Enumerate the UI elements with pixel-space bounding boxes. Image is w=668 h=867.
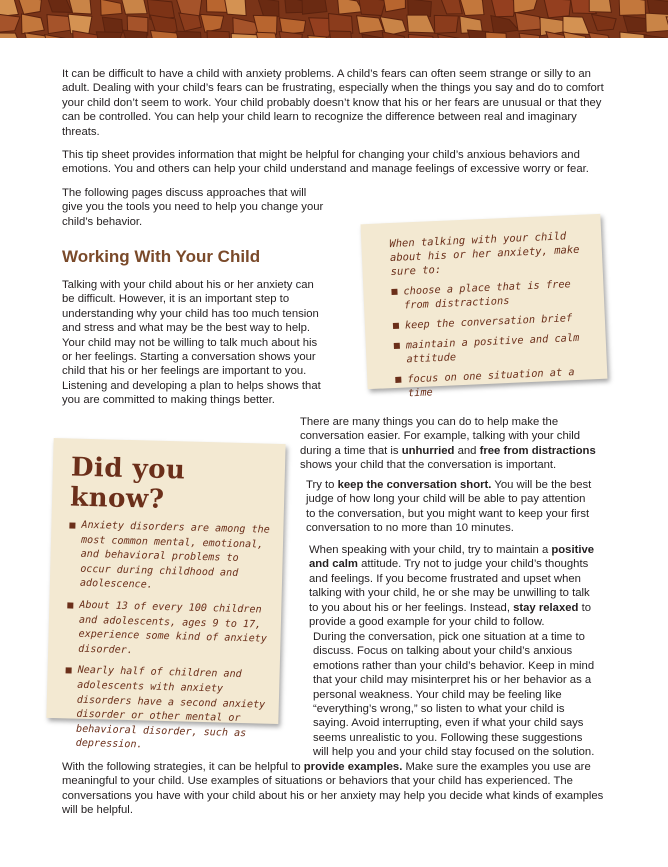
did-you-know-title: Did you know? xyxy=(69,452,186,515)
banner-tile xyxy=(253,15,277,34)
banner-tile xyxy=(619,0,645,15)
banner-tile xyxy=(434,15,458,33)
banner-tile xyxy=(485,32,506,38)
list-item: choose a place that is free from distractions xyxy=(391,276,592,313)
banner-tile xyxy=(359,0,386,16)
bullet-icon xyxy=(67,602,73,608)
list-item: Anxiety disorders are among the most common mental, emotional, and behavioral problems to occur during childhood and adolescence. xyxy=(68,518,274,596)
talking-tips-note xyxy=(361,214,608,400)
did-you-know-list xyxy=(64,518,274,756)
section-paragraph: Talking with your child about his or her anxiety can be difficult. However, it is an important step to understanding why your child has too much tension and stress and what may be the best way to help. Your child may not be willing to talk much about his or her feelings. Starting a conversation shows your child that his or her feelings are important to you. Listening and developing a plan to helps shows that you are committed to making things better. xyxy=(62,279,321,407)
intro-paragraph-3: The following pages discuss approaches that will give you the tools you need to help you change your child’s behavior. xyxy=(62,187,324,228)
right-paragraph-3: When speaking with your child, try to maintain a positive and calm attitude. Try not to judge your child’s thoughts and feelings. If you become frustrated and upset when talking with your child, he or she may be unwilling to talk to you about his or her feelings. Instead, stay relaxed to provide a good example for your child to follow. xyxy=(309,544,595,629)
bullet-icon xyxy=(393,323,399,329)
bullet-icon xyxy=(69,522,75,528)
bullet-icon xyxy=(66,668,72,674)
list-item: maintain a positive and calm attitude xyxy=(394,330,595,367)
banner-tile xyxy=(302,0,327,14)
closing-paragraph: With the following strategies, it can be helpful to provide examples. Make sure the examples you use are meaningful to your child. Use examples of situations or behaviors that your child has experienced. The conversations you have with your child about his or her anxiety may help you decide what kinds of examples will be helpful. xyxy=(62,761,604,817)
banner-tile xyxy=(357,16,384,34)
banner-tile xyxy=(589,0,611,12)
list-item: keep the conversation brief xyxy=(393,310,593,333)
banner-tile xyxy=(96,32,122,38)
banner-tile xyxy=(207,31,230,38)
banner-tile xyxy=(121,0,147,14)
right-paragraph-4: During the conversation, pick one situation at a time to discuss. Focus on talking about your child’s anxious emotions rather than your child’s behavior. Keep in mind that your child may misinterpret his or her behavior as a personal weakness. Your child may be feeling like “everything’s wrong,” so listen to what your child is saying. Avoid interrupting, even if what your child says seems unrealistic to you. Following these suggestions will help you and your child stay focused on the solution. xyxy=(313,631,595,759)
banner-tile xyxy=(176,31,202,38)
intro-paragraph-2: This tip sheet provides information that might be helpful for changing your child’s anxious behaviors and emotions. You and others can help your child understand and manage feelings of excessive worry or fear. xyxy=(62,149,589,176)
banner-tile xyxy=(68,14,92,34)
list-item: About 13 of every 100 children and adolescents, ages 9 to 17, experience some kind of anxiety disorder. xyxy=(66,598,271,662)
banner-tile xyxy=(224,0,246,16)
section-heading: Working With Your Child xyxy=(62,247,261,266)
intro-paragraph-1: It can be difficult to have a child with anxiety problems. A child’s fears can often seem strange or silly to an adult. Dealing with your child’s fears can be frustrating, especially when the things you say and do to comfort your child don’t seem to work. Your child probably doesn’t know that his or her fears are unusual or that they can be controlled. You can help your child learn to recognize the difference between real and imaginary threats. xyxy=(62,68,604,138)
did-you-know-note xyxy=(46,438,285,751)
list-item: Nearly half of children and adolescents with anxiety disorders have a second anxiety disorder or other mental or behavioral disorder, such as depression. xyxy=(64,664,270,757)
talking-tips-intro: When talking with your child about his or her anxiety, make sure to: xyxy=(389,230,580,279)
list-item: focus on one situation at a time xyxy=(395,364,596,401)
right-paragraph-1: There are many things you can do to help make the conversation easier. For example, talking with your child during a time that is unhurried and free from distractions shows your child that the conversation is important. xyxy=(300,416,596,472)
talking-tips-list xyxy=(391,276,596,401)
banner-tile xyxy=(329,31,352,38)
banner-tile xyxy=(329,14,353,34)
bullet-icon xyxy=(395,377,401,383)
bullet-icon xyxy=(394,343,400,349)
banner-tile xyxy=(544,0,571,18)
right-paragraph-2: Try to keep the conversation short. You will be the best judge of how long your child will be able to pay attention to the conversation, but you might want to keep your first conversation to no more than 10 minutes. xyxy=(306,479,592,535)
banner-tile xyxy=(102,17,122,33)
decorative-banner xyxy=(0,0,668,38)
bullet-icon xyxy=(391,289,397,295)
banner-tile xyxy=(646,13,668,32)
banner-tile xyxy=(408,0,432,17)
